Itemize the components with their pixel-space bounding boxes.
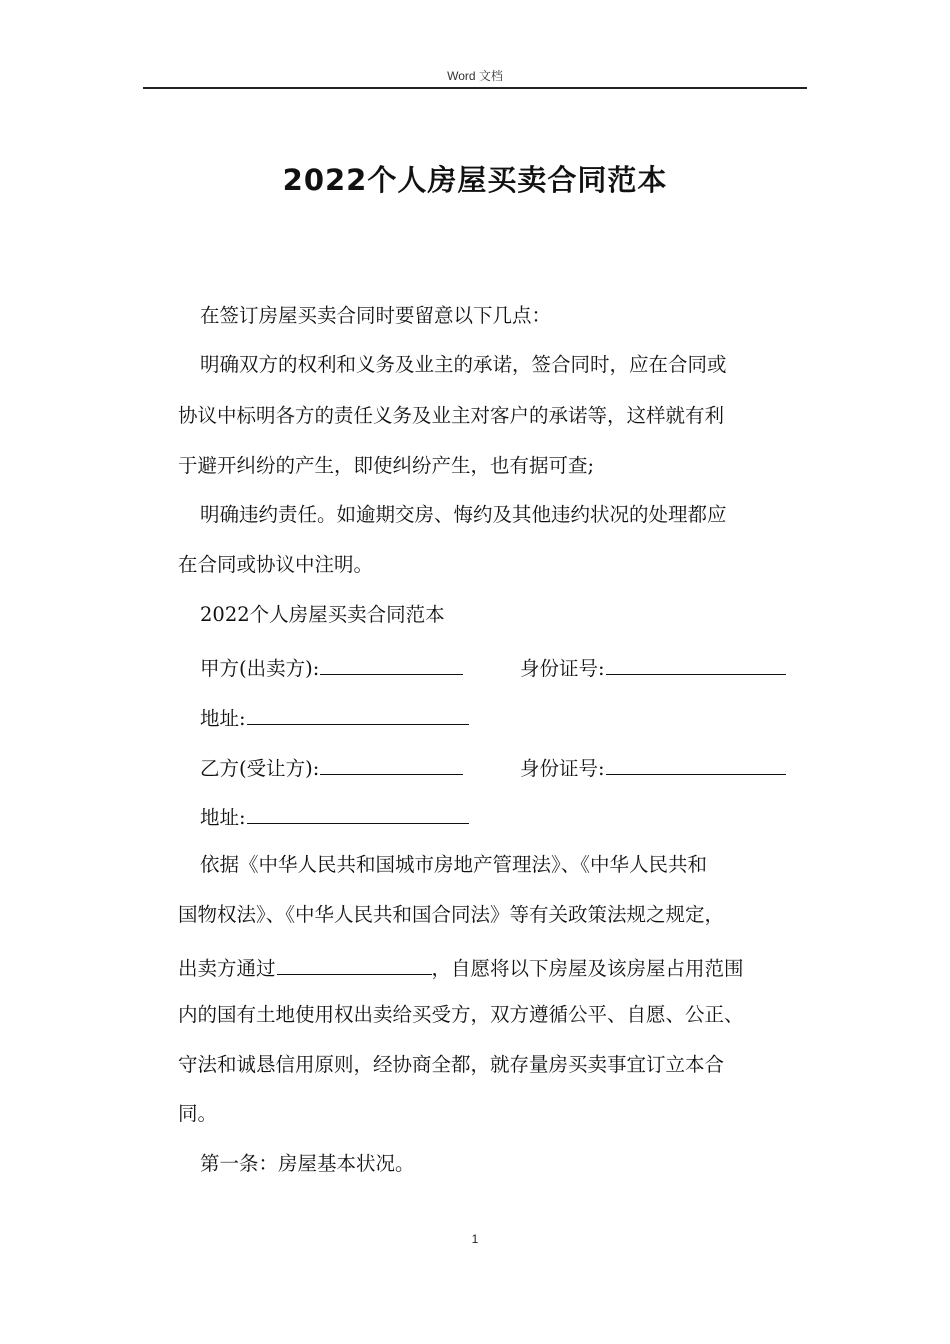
page-number: 1 [471, 1232, 479, 1246]
header-label: Word 文档 [447, 69, 503, 83]
basis-line-3-post: ，自愿将以下房屋及该房屋占用范围 [431, 957, 744, 980]
party-b-blank[interactable] [320, 755, 463, 775]
party-a-row [200, 655, 463, 679]
address-b-row [200, 804, 469, 828]
para1-line-2: 协议中标明各方的责任义务及业主对客户的承诺等，这样就有利 [178, 404, 725, 427]
basis-line-3-pre: 出卖方通过 [178, 957, 276, 980]
party-a-label: 甲方(出卖方): [200, 657, 320, 680]
basis-line-1: 依据《中华人民共和国城市房地产管理法》、《中华人民共和 [200, 853, 708, 876]
party-b-id-label: 身份证号: [520, 757, 605, 780]
basis-method-blank[interactable] [277, 955, 432, 975]
para1-line-1: 明确双方的权利和义务及业主的承诺，签合同时，应在合同或 [200, 353, 727, 376]
address-a-row [200, 705, 469, 729]
basis-line-5: 守法和诚恳信用原则，经协商全都，就存量房买卖事宜订立本合 [178, 1053, 725, 1076]
address-a-label: 地址: [200, 707, 246, 730]
basis-line-3 [178, 955, 744, 979]
intro-line: 在签订房屋买卖合同时要留意以下几点： [200, 304, 552, 327]
document-title: 2022个人房屋买卖合同范本 [282, 163, 668, 197]
party-b-label: 乙方(受让方): [200, 757, 320, 780]
basis-line-2: 国物权法》、《中华人民共和国合同法》等有关政策法规之规定， [178, 903, 725, 926]
para2-line-1: 明确违约责任。如逾期交房、悔约及其他违约状况的处理都应 [200, 503, 727, 526]
party-a-id-blank[interactable] [606, 655, 786, 675]
party-a-blank[interactable] [320, 655, 463, 675]
party-b-row [200, 755, 463, 779]
basis-line-4: 内的国有土地使用权出卖给买受方，双方遵循公平、自愿、公正、 [178, 1003, 744, 1026]
article-1-heading: 第一条：房屋基本状况。 [200, 1152, 415, 1175]
party-a-id-row [520, 655, 786, 679]
party-b-id-blank[interactable] [606, 755, 786, 775]
header-rule [143, 87, 807, 89]
address-a-blank[interactable] [247, 705, 469, 725]
party-b-id-row [520, 755, 786, 779]
para2-line-2: 在合同或协议中注明。 [178, 553, 374, 576]
para1-line-3: 于避开纠纷的产生，即使纠纷产生，也有据可查; [178, 454, 595, 477]
party-a-id-label: 身份证号: [520, 657, 605, 680]
address-b-label: 地址: [200, 806, 246, 829]
basis-line-6: 同。 [178, 1102, 218, 1125]
address-b-blank[interactable] [247, 804, 469, 824]
subtitle: 2022个人房屋买卖合同范本 [200, 603, 445, 626]
